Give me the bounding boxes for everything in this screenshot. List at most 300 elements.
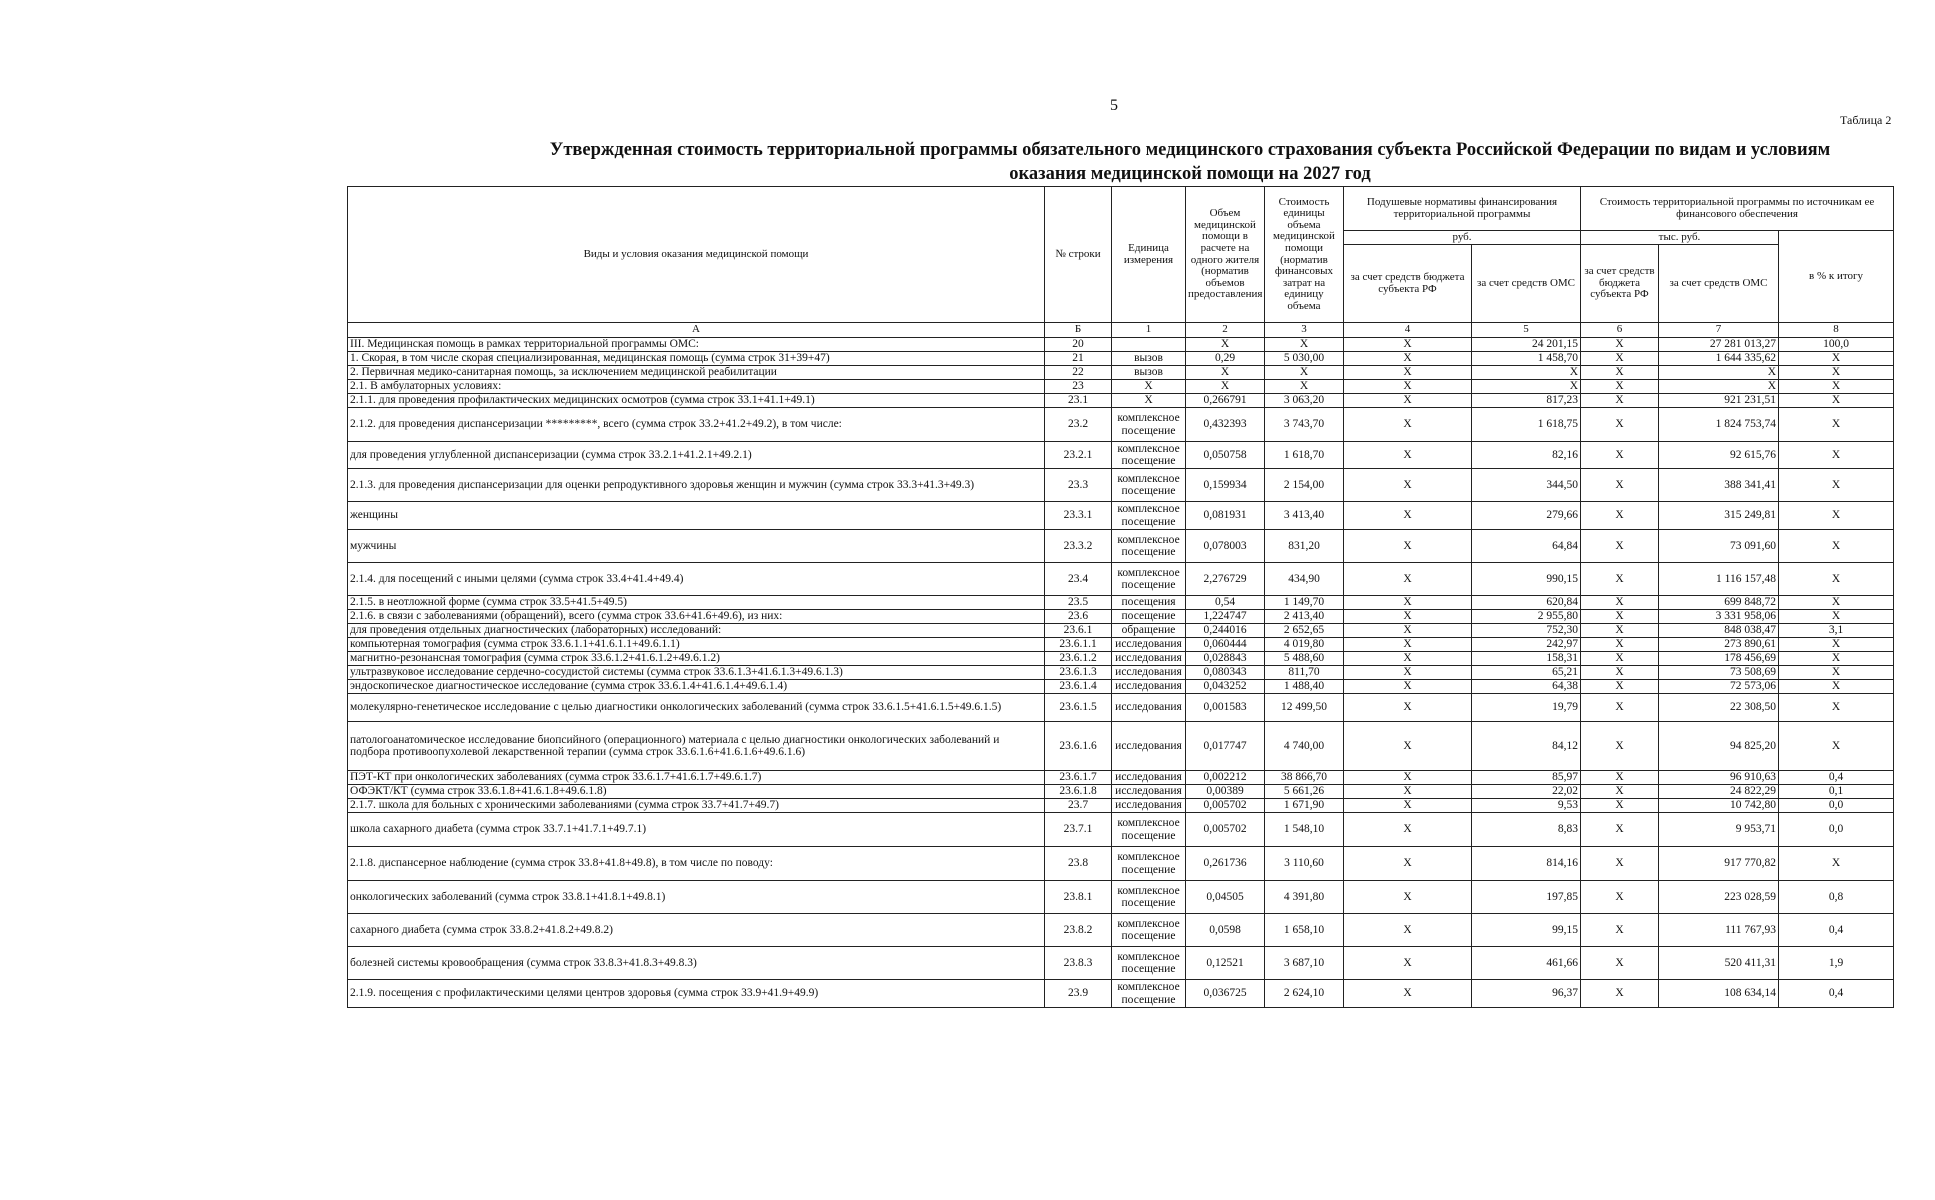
row-number: 20	[1045, 338, 1112, 352]
column-number: 1	[1112, 323, 1186, 338]
row-unit-cost: 2 154,00	[1265, 469, 1344, 502]
row-budget-per-capita: X	[1344, 799, 1472, 813]
row-percent: 0,4	[1779, 914, 1894, 947]
header-thous-rub: тыс. руб.	[1581, 231, 1779, 245]
row-name: 2.1.3. для проведения диспансеризации для оценки репродуктивного здоровья женщин и мужчин (сумма строк 33.3+41.3+49.3)	[348, 469, 1045, 502]
row-name: 2.1.8. диспансерное наблюдение (сумма строк 33.8+41.8+49.8), в том числе по поводу:	[348, 847, 1045, 881]
row-oms-per-capita: 279,66	[1472, 502, 1581, 530]
row-percent: X	[1779, 469, 1894, 502]
row-oms-per-capita: 8,83	[1472, 813, 1581, 847]
row-percent: X	[1779, 380, 1894, 394]
row-unit-cost: 12 499,50	[1265, 694, 1344, 722]
row-name: 2.1. В амбулаторных условиях:	[348, 380, 1045, 394]
row-volume: 0,043252	[1186, 680, 1265, 694]
row-unit-cost: 3 413,40	[1265, 502, 1344, 530]
row-budget-per-capita: X	[1344, 596, 1472, 610]
row-volume: 0,080343	[1186, 666, 1265, 680]
row-budget-per-capita: X	[1344, 502, 1472, 530]
row-unit: исследования	[1112, 785, 1186, 799]
row-percent: X	[1779, 638, 1894, 652]
row-number: 23.8.2	[1045, 914, 1112, 947]
table-row	[348, 813, 1894, 847]
row-oms-total: 699 848,72	[1659, 596, 1779, 610]
header-oms-total: за счет средств ОМС	[1659, 245, 1779, 323]
table-row	[348, 502, 1894, 530]
row-volume: 0,060444	[1186, 638, 1265, 652]
table-row	[348, 847, 1894, 881]
row-budget-per-capita: X	[1344, 813, 1472, 847]
table-row	[348, 771, 1894, 785]
row-oms-per-capita: 1 618,75	[1472, 408, 1581, 442]
row-unit: X	[1112, 394, 1186, 408]
row-oms-total: 3 331 958,06	[1659, 610, 1779, 624]
row-percent: 3,1	[1779, 624, 1894, 638]
row-unit-cost: 1 658,10	[1265, 914, 1344, 947]
row-number: 23.7	[1045, 799, 1112, 813]
table-row	[348, 947, 1894, 980]
row-number: 23.6	[1045, 610, 1112, 624]
table-row	[348, 980, 1894, 1008]
row-unit: вызов	[1112, 352, 1186, 366]
header-unit-cost: Стоимость единицы объема медицинской помощи (норматив финансовых затрат на единицу объема	[1265, 187, 1344, 323]
row-budget-per-capita: X	[1344, 624, 1472, 638]
row-name: 2.1.6. в связи с заболеваниями (обращений), всего (сумма строк 33.6+41.6+49.6), из них:	[348, 610, 1045, 624]
table-row	[348, 442, 1894, 469]
row-name: 2.1.2. для проведения диспансеризации *********, всего (сумма строк 33.2+41.2+49.2), в том числе:	[348, 408, 1045, 442]
title-line-1: Утвержденная стоимость территориальной программы обязательного медицинского страхования субъекта Российской Федерации по видам и условиям	[549, 140, 1831, 160]
table-row	[348, 408, 1894, 442]
row-budget-total: X	[1581, 785, 1659, 799]
row-budget-per-capita: X	[1344, 469, 1472, 502]
table-row	[348, 652, 1894, 666]
column-number: 7	[1659, 323, 1779, 338]
row-unit: комплексное посещение	[1112, 442, 1186, 469]
table-row	[348, 530, 1894, 563]
row-budget-per-capita: X	[1344, 352, 1472, 366]
row-oms-total: 108 634,14	[1659, 980, 1779, 1008]
row-name: болезней системы кровообращения (сумма строк 33.8.3+41.8.3+49.8.3)	[348, 947, 1045, 980]
row-volume: 0,00389	[1186, 785, 1265, 799]
row-oms-per-capita: 64,38	[1472, 680, 1581, 694]
row-volume: 0,002212	[1186, 771, 1265, 785]
header-oms: за счет средств ОМС	[1472, 245, 1581, 323]
row-unit: обращение	[1112, 624, 1186, 638]
row-oms-total: 72 573,06	[1659, 680, 1779, 694]
table-row	[348, 366, 1894, 380]
row-budget-per-capita: X	[1344, 980, 1472, 1008]
row-number: 23.3	[1045, 469, 1112, 502]
row-budget-total: X	[1581, 881, 1659, 914]
row-unit-cost: 3 110,60	[1265, 847, 1344, 881]
row-unit-cost: 5 488,60	[1265, 652, 1344, 666]
row-unit: посещение	[1112, 610, 1186, 624]
table-body	[348, 338, 1894, 1008]
cost-table	[347, 186, 1894, 1008]
row-budget-per-capita: X	[1344, 881, 1472, 914]
page-title	[465, 138, 1915, 186]
row-budget-per-capita: X	[1344, 380, 1472, 394]
row-number: 23.8.1	[1045, 881, 1112, 914]
row-unit: комплексное посещение	[1112, 530, 1186, 563]
row-percent: X	[1779, 563, 1894, 596]
row-volume: 0,432393	[1186, 408, 1265, 442]
row-unit-cost: X	[1265, 366, 1344, 380]
row-number: 23.3.1	[1045, 502, 1112, 530]
row-volume: 0,244016	[1186, 624, 1265, 638]
column-numbers-row	[348, 323, 1894, 338]
row-unit-cost: X	[1265, 380, 1344, 394]
row-oms-total: 921 231,51	[1659, 394, 1779, 408]
table-row	[348, 352, 1894, 366]
row-budget-per-capita: X	[1344, 563, 1472, 596]
header-rub: руб.	[1344, 231, 1581, 245]
row-unit-cost: 434,90	[1265, 563, 1344, 596]
row-percent: 100,0	[1779, 338, 1894, 352]
row-budget-per-capita: X	[1344, 694, 1472, 722]
row-percent: 0,1	[1779, 785, 1894, 799]
row-percent: X	[1779, 352, 1894, 366]
row-volume: 0,078003	[1186, 530, 1265, 563]
row-unit-cost: 4 019,80	[1265, 638, 1344, 652]
row-oms-per-capita: 19,79	[1472, 694, 1581, 722]
row-oms-total: 315 249,81	[1659, 502, 1779, 530]
row-oms-per-capita: 9,53	[1472, 799, 1581, 813]
row-unit: исследования	[1112, 680, 1186, 694]
row-unit: исследования	[1112, 799, 1186, 813]
table-label: Таблица 2	[1840, 113, 1892, 127]
row-unit-cost: X	[1265, 338, 1344, 352]
row-percent: 0,4	[1779, 771, 1894, 785]
row-number: 23.9	[1045, 980, 1112, 1008]
row-budget-per-capita: X	[1344, 652, 1472, 666]
row-percent: 0,4	[1779, 980, 1894, 1008]
row-oms-total: 111 767,93	[1659, 914, 1779, 947]
row-budget-total: X	[1581, 338, 1659, 352]
row-name: сахарного диабета (сумма строк 33.8.2+41.8.2+49.8.2)	[348, 914, 1045, 947]
row-budget-total: X	[1581, 813, 1659, 847]
row-number: 23.6.1.4	[1045, 680, 1112, 694]
row-oms-total: 1 824 753,74	[1659, 408, 1779, 442]
row-unit: исследования	[1112, 722, 1186, 771]
row-budget-total: X	[1581, 694, 1659, 722]
table-row	[348, 914, 1894, 947]
row-percent: X	[1779, 502, 1894, 530]
row-number: 23.2.1	[1045, 442, 1112, 469]
header-volume: Объем медицинской помощи в расчете на одного жителя (норматив объемов предоставления	[1186, 187, 1265, 323]
row-budget-total: X	[1581, 722, 1659, 771]
row-oms-total: 848 038,47	[1659, 624, 1779, 638]
row-unit: вызов	[1112, 366, 1186, 380]
row-oms-total: X	[1659, 366, 1779, 380]
row-name: школа сахарного диабета (сумма строк 33.7.1+41.7.1+49.7.1)	[348, 813, 1045, 847]
row-volume: 0,54	[1186, 596, 1265, 610]
row-unit-cost: 4 740,00	[1265, 722, 1344, 771]
row-name: патологоанатомическое исследование биопсийного (операционного) материала с целью диагностики онкологических заболеваний и подбора противоопухолевой лекарственной терапии (сумма строк 33.6.1.6+41.6.1.6+49.6.1.6)	[348, 722, 1045, 771]
row-volume: 1,224747	[1186, 610, 1265, 624]
row-budget-per-capita: X	[1344, 785, 1472, 799]
row-unit: комплексное посещение	[1112, 980, 1186, 1008]
row-oms-per-capita: 82,16	[1472, 442, 1581, 469]
table-row	[348, 694, 1894, 722]
row-oms-total: 96 910,63	[1659, 771, 1779, 785]
row-number: 23.2	[1045, 408, 1112, 442]
row-number: 22	[1045, 366, 1112, 380]
row-oms-total: 1 116 157,48	[1659, 563, 1779, 596]
row-oms-total: 24 822,29	[1659, 785, 1779, 799]
row-name: компьютерная томография (сумма строк 33.6.1.1+41.6.1.1+49.6.1.1)	[348, 638, 1045, 652]
header-row-number: № строки	[1045, 187, 1112, 323]
row-name: для проведения отдельных диагностических (лабораторных) исследований:	[348, 624, 1045, 638]
table-row	[348, 380, 1894, 394]
row-budget-per-capita: X	[1344, 366, 1472, 380]
row-name: ультразвуковое исследование сердечно-сосудистой системы (сумма строк 33.6.1.3+41.6.1.3+49.6.1.3)	[348, 666, 1045, 680]
row-percent: X	[1779, 680, 1894, 694]
row-unit: комплексное посещение	[1112, 469, 1186, 502]
row-number: 23.7.1	[1045, 813, 1112, 847]
row-number: 23.6.1.5	[1045, 694, 1112, 722]
row-percent: X	[1779, 366, 1894, 380]
row-unit-cost: 3 687,10	[1265, 947, 1344, 980]
row-oms-total: 27 281 013,27	[1659, 338, 1779, 352]
row-unit	[1112, 338, 1186, 352]
row-budget-total: X	[1581, 624, 1659, 638]
row-budget-total: X	[1581, 652, 1659, 666]
row-percent: X	[1779, 596, 1894, 610]
row-oms-total: 178 456,69	[1659, 652, 1779, 666]
row-budget-total: X	[1581, 680, 1659, 694]
row-volume: 0,12521	[1186, 947, 1265, 980]
row-budget-per-capita: X	[1344, 947, 1472, 980]
row-oms-per-capita: 158,31	[1472, 652, 1581, 666]
table-row	[348, 799, 1894, 813]
row-volume: 0,266791	[1186, 394, 1265, 408]
row-budget-per-capita: X	[1344, 666, 1472, 680]
row-number: 23.3.2	[1045, 530, 1112, 563]
row-volume: X	[1186, 380, 1265, 394]
table-row	[348, 469, 1894, 502]
table-row	[348, 666, 1894, 680]
row-unit-cost: 1 671,90	[1265, 799, 1344, 813]
row-volume: 0,001583	[1186, 694, 1265, 722]
column-number: 2	[1186, 323, 1265, 338]
row-volume: 0,036725	[1186, 980, 1265, 1008]
row-unit: исследования	[1112, 694, 1186, 722]
row-number: 23	[1045, 380, 1112, 394]
row-name: III. Медицинская помощь в рамках территориальной программы ОМС:	[348, 338, 1045, 352]
row-budget-per-capita: X	[1344, 680, 1472, 694]
row-percent: 0,8	[1779, 881, 1894, 914]
row-oms-total: 94 825,20	[1659, 722, 1779, 771]
table-row	[348, 596, 1894, 610]
row-budget-per-capita: X	[1344, 530, 1472, 563]
row-percent: 0,0	[1779, 813, 1894, 847]
row-name: 1. Скорая, в том числе скорая специализированная, медицинская помощь (сумма строк 31+39+47)	[348, 352, 1045, 366]
row-unit-cost: 2 413,40	[1265, 610, 1344, 624]
row-name: 2.1.1. для проведения профилактических медицинских осмотров (сумма строк 33.1+41.1+49.1)	[348, 394, 1045, 408]
row-budget-total: X	[1581, 771, 1659, 785]
row-oms-per-capita: 344,50	[1472, 469, 1581, 502]
row-budget-total: X	[1581, 980, 1659, 1008]
row-oms-per-capita: 990,15	[1472, 563, 1581, 596]
header-budget-rf: за счет средств бюджета субъекта РФ	[1344, 245, 1472, 323]
row-budget-total: X	[1581, 947, 1659, 980]
row-oms-per-capita: 65,21	[1472, 666, 1581, 680]
row-budget-total: X	[1581, 469, 1659, 502]
row-name: онкологических заболеваний (сумма строк 33.8.1+41.8.1+49.8.1)	[348, 881, 1045, 914]
row-budget-per-capita: X	[1344, 914, 1472, 947]
row-budget-total: X	[1581, 380, 1659, 394]
row-unit: комплексное посещение	[1112, 914, 1186, 947]
header-cost-group: Стоимость территориальной программы по источникам ее финансового обеспечения	[1581, 187, 1894, 231]
row-budget-total: X	[1581, 914, 1659, 947]
row-oms-per-capita: 84,12	[1472, 722, 1581, 771]
row-name: магнитно-резонансная томография (сумма строк 33.6.1.2+41.6.1.2+49.6.1.2)	[348, 652, 1045, 666]
header-unit: Единица измерения	[1112, 187, 1186, 323]
row-oms-per-capita: 1 458,70	[1472, 352, 1581, 366]
row-volume: 0,050758	[1186, 442, 1265, 469]
row-budget-total: X	[1581, 563, 1659, 596]
row-oms-per-capita: 817,23	[1472, 394, 1581, 408]
row-unit: комплексное посещение	[1112, 881, 1186, 914]
row-percent: 1,9	[1779, 947, 1894, 980]
row-unit-cost: 5 661,26	[1265, 785, 1344, 799]
row-volume: 0,29	[1186, 352, 1265, 366]
row-unit-cost: 38 866,70	[1265, 771, 1344, 785]
row-oms-per-capita: 242,97	[1472, 638, 1581, 652]
row-number: 23.4	[1045, 563, 1112, 596]
row-oms-per-capita: 96,37	[1472, 980, 1581, 1008]
title-line-2: оказания медицинской помощи на 2027 год	[1009, 164, 1371, 184]
row-oms-total: 917 770,82	[1659, 847, 1779, 881]
row-budget-total: X	[1581, 847, 1659, 881]
row-unit: комплексное посещение	[1112, 847, 1186, 881]
row-unit-cost: 831,20	[1265, 530, 1344, 563]
row-oms-total: 10 742,80	[1659, 799, 1779, 813]
row-unit-cost: 1 488,40	[1265, 680, 1344, 694]
row-budget-per-capita: X	[1344, 638, 1472, 652]
row-percent: X	[1779, 408, 1894, 442]
table-row	[348, 624, 1894, 638]
column-number: А	[348, 323, 1045, 338]
row-oms-total: 1 644 335,62	[1659, 352, 1779, 366]
row-number: 23.8	[1045, 847, 1112, 881]
row-oms-total: 73 091,60	[1659, 530, 1779, 563]
row-budget-total: X	[1581, 799, 1659, 813]
row-volume: 0,005702	[1186, 799, 1265, 813]
row-oms-total: 273 890,61	[1659, 638, 1779, 652]
page-number: 5	[1110, 97, 1118, 114]
row-oms-total: 388 341,41	[1659, 469, 1779, 502]
row-number: 23.6.1.7	[1045, 771, 1112, 785]
row-oms-total: 73 508,69	[1659, 666, 1779, 680]
row-name: женщины	[348, 502, 1045, 530]
row-budget-total: X	[1581, 394, 1659, 408]
row-budget-total: X	[1581, 408, 1659, 442]
row-budget-total: X	[1581, 502, 1659, 530]
row-unit: комплексное посещение	[1112, 813, 1186, 847]
row-number: 23.6.1	[1045, 624, 1112, 638]
row-oms-per-capita: 620,84	[1472, 596, 1581, 610]
row-unit-cost: 1 618,70	[1265, 442, 1344, 469]
row-oms-per-capita: 85,97	[1472, 771, 1581, 785]
row-budget-total: X	[1581, 530, 1659, 563]
row-budget-total: X	[1581, 442, 1659, 469]
row-name: для проведения углубленной диспансеризации (сумма строк 33.2.1+41.2.1+49.2.1)	[348, 442, 1045, 469]
row-unit-cost: 3 063,20	[1265, 394, 1344, 408]
row-volume: 0,081931	[1186, 502, 1265, 530]
row-unit: X	[1112, 380, 1186, 394]
row-budget-per-capita: X	[1344, 408, 1472, 442]
row-volume: 0,005702	[1186, 813, 1265, 847]
row-unit-cost: 2 624,10	[1265, 980, 1344, 1008]
row-budget-total: X	[1581, 666, 1659, 680]
row-number: 23.6.1.6	[1045, 722, 1112, 771]
table-row	[348, 638, 1894, 652]
row-name: мужчины	[348, 530, 1045, 563]
row-budget-per-capita: X	[1344, 722, 1472, 771]
row-oms-per-capita: X	[1472, 380, 1581, 394]
row-name: 2. Первичная медико-санитарная помощь, за исключением медицинской реабилитации	[348, 366, 1045, 380]
row-number: 23.8.3	[1045, 947, 1112, 980]
row-percent: X	[1779, 394, 1894, 408]
row-budget-total: X	[1581, 596, 1659, 610]
row-unit: исследования	[1112, 666, 1186, 680]
row-name: эндоскопическое диагностическое исследование (сумма строк 33.6.1.4+41.6.1.4+49.6.1.4)	[348, 680, 1045, 694]
table-row	[348, 610, 1894, 624]
row-oms-per-capita: 99,15	[1472, 914, 1581, 947]
row-unit-cost: 1 149,70	[1265, 596, 1344, 610]
row-budget-total: X	[1581, 638, 1659, 652]
table-row	[348, 394, 1894, 408]
row-oms-per-capita: 461,66	[1472, 947, 1581, 980]
row-name: 2.1.5. в неотложной форме (сумма строк 33.5+41.5+49.5)	[348, 596, 1045, 610]
row-budget-per-capita: X	[1344, 338, 1472, 352]
row-budget-per-capita: X	[1344, 442, 1472, 469]
row-name: 2.1.9. посещения с профилактическими целями центров здоровья (сумма строк 33.9+41.9+49.9)	[348, 980, 1045, 1008]
header-percent: в % к итогу	[1779, 231, 1894, 323]
table-row	[348, 722, 1894, 771]
table-row	[348, 881, 1894, 914]
row-oms-per-capita: 64,84	[1472, 530, 1581, 563]
row-number: 23.1	[1045, 394, 1112, 408]
row-volume: 0,0598	[1186, 914, 1265, 947]
row-volume: 0,028843	[1186, 652, 1265, 666]
row-volume: 0,017747	[1186, 722, 1265, 771]
row-volume: 0,04505	[1186, 881, 1265, 914]
row-percent: X	[1779, 610, 1894, 624]
row-oms-per-capita: 197,85	[1472, 881, 1581, 914]
row-percent: X	[1779, 847, 1894, 881]
row-budget-total: X	[1581, 366, 1659, 380]
row-number: 23.5	[1045, 596, 1112, 610]
row-volume: 2,276729	[1186, 563, 1265, 596]
row-oms-per-capita: 752,30	[1472, 624, 1581, 638]
row-unit: комплексное посещение	[1112, 502, 1186, 530]
row-budget-per-capita: X	[1344, 610, 1472, 624]
row-oms-per-capita: X	[1472, 366, 1581, 380]
table-row	[348, 680, 1894, 694]
column-number: 8	[1779, 323, 1894, 338]
row-volume: X	[1186, 338, 1265, 352]
row-oms-total: 92 615,76	[1659, 442, 1779, 469]
row-number: 23.6.1.1	[1045, 638, 1112, 652]
row-oms-per-capita: 814,16	[1472, 847, 1581, 881]
table-row	[348, 563, 1894, 596]
column-number: 4	[1344, 323, 1472, 338]
row-number: 23.6.1.8	[1045, 785, 1112, 799]
row-oms-total: X	[1659, 380, 1779, 394]
column-number: 5	[1472, 323, 1581, 338]
